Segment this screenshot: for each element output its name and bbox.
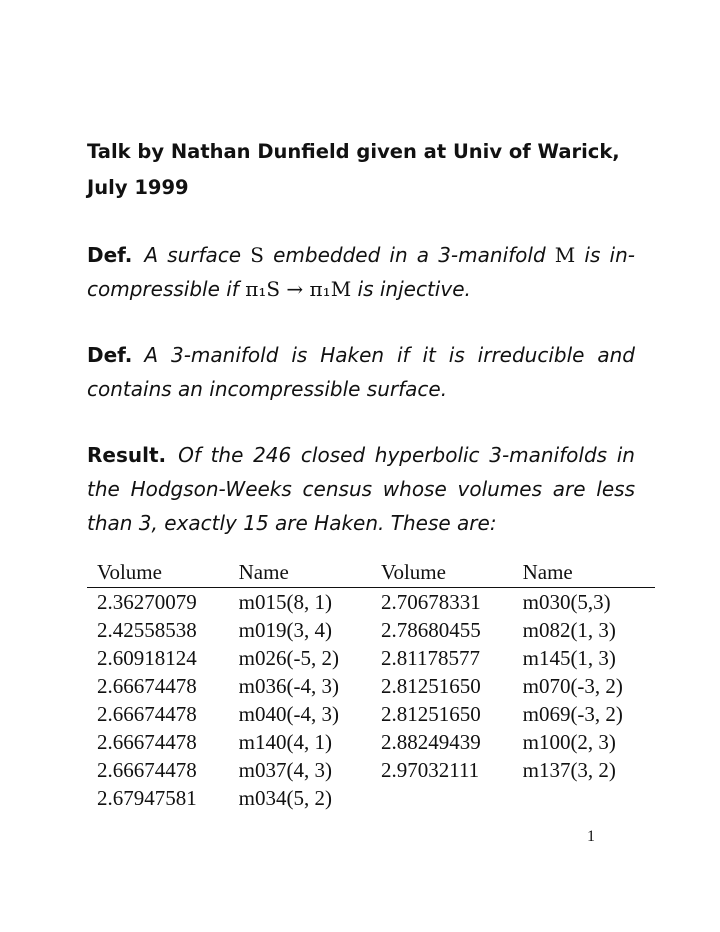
name-cell: m036(-4, 3) <box>238 673 339 698</box>
result-statement <box>87 438 635 540</box>
document-body <box>87 134 635 540</box>
header-name-2: Name <box>513 557 655 588</box>
volume-cell: 2.81251650 <box>380 673 481 698</box>
definition-haken <box>87 338 635 406</box>
def2-text: A 3-manifold is Haken if it is irreducible and contains an incompressible surface. <box>87 343 635 401</box>
volume-cell: 2.66674478 <box>97 757 197 782</box>
def1-symbol-s: S <box>250 243 264 267</box>
name-cell <box>513 784 655 812</box>
header-volume-1: Volume <box>87 557 229 588</box>
table-row <box>87 728 655 756</box>
def2-lead: Def. <box>87 343 133 367</box>
result-text: Of the 246 closed hyperbolic 3-manifolds in the Hodgson-Weeks census whose volumes are less than 3, exactly 15 are Haken. These are: <box>87 443 635 535</box>
table-row <box>87 784 655 812</box>
table-row <box>87 644 655 672</box>
volume-cell <box>371 784 513 812</box>
def1-text-a: A surface <box>144 243 251 267</box>
table-row <box>87 756 655 784</box>
volume-cell: 2.81178577 <box>380 645 480 670</box>
page-number: 1 <box>587 828 595 845</box>
volume-cell: 2.81251650 <box>380 701 481 726</box>
name-cell: m037(4, 3) <box>238 757 332 782</box>
name-cell: m019(3, 4) <box>238 617 332 642</box>
volume-cell: 2.66674478 <box>97 673 197 698</box>
def1-math-map: π₁S → π₁M <box>245 277 352 301</box>
volume-cell: 2.70678331 <box>380 589 481 614</box>
name-cell: m082(1, 3) <box>522 617 616 642</box>
volume-cell: 2.66674478 <box>97 729 197 754</box>
volume-cell: 2.67947581 <box>97 785 197 810</box>
name-cell: m030(5,3) <box>522 589 611 614</box>
volume-cell: 2.78680455 <box>380 617 481 642</box>
talk-title-line2: July 1999 <box>87 176 189 199</box>
name-cell: m070(-3, 2) <box>522 673 623 698</box>
volume-cell: 2.88249439 <box>380 729 481 754</box>
volume-cell: 2.66674478 <box>97 701 197 726</box>
name-cell: m034(5, 2) <box>238 785 332 810</box>
name-cell: m069(-3, 2) <box>522 701 623 726</box>
name-cell: m145(1, 3) <box>522 645 616 670</box>
name-cell: m140(4, 1) <box>238 729 332 754</box>
table-row <box>87 588 655 617</box>
def1-text-c: is in-compressible if <box>87 243 635 301</box>
table-header-row <box>87 557 655 588</box>
name-cell: m026(-5, 2) <box>238 645 339 670</box>
table-row <box>87 700 655 728</box>
table-row <box>87 616 655 644</box>
def1-symbol-m: M <box>554 243 576 267</box>
definition-incompressible <box>87 238 635 306</box>
header-volume-2: Volume <box>371 557 513 588</box>
name-cell: m040(-4, 3) <box>238 701 339 726</box>
name-cell: m137(3, 2) <box>522 757 616 782</box>
volume-cell: 2.97032111 <box>380 757 480 782</box>
name-cell: m015(8, 1) <box>238 589 332 614</box>
result-lead: Result. <box>87 443 167 467</box>
def1-text-b: embedded in a 3-manifold <box>263 243 555 267</box>
talk-title <box>87 134 635 206</box>
name-cell: m100(2, 3) <box>522 729 616 754</box>
volume-cell: 2.60918124 <box>97 645 197 670</box>
def1-lead: Def. <box>87 243 133 267</box>
haken-census-table <box>87 557 655 812</box>
volume-cell: 2.36270079 <box>97 589 197 614</box>
header-name-1: Name <box>229 557 371 588</box>
talk-title-line1: Talk by Nathan Dunfield given at Univ of Warick, <box>87 140 620 163</box>
def1-text-d: is injective. <box>351 277 471 301</box>
table-row <box>87 672 655 700</box>
volume-cell: 2.42558538 <box>97 617 197 642</box>
